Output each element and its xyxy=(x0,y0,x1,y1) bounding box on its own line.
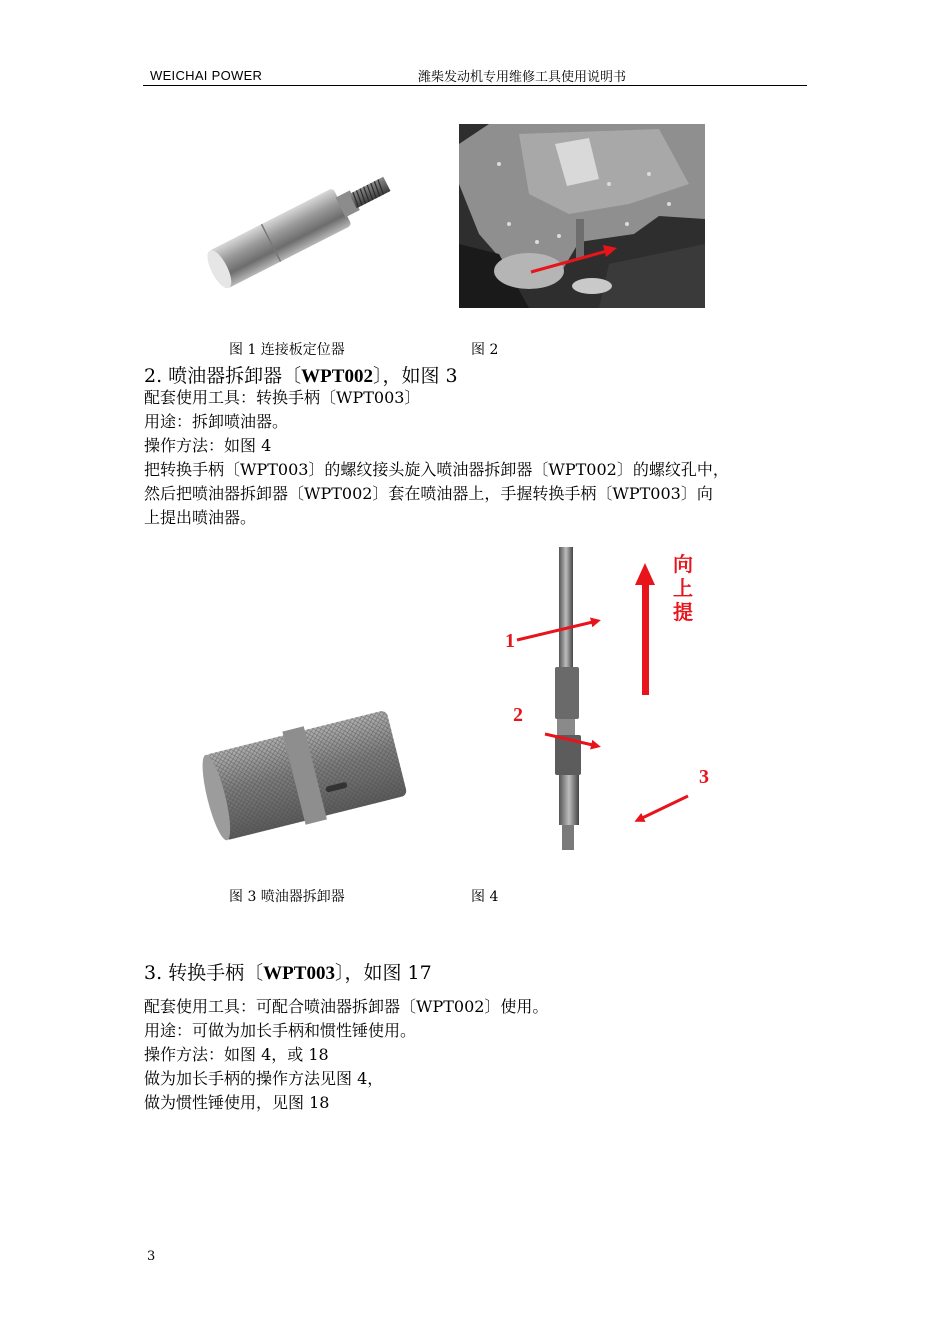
header-rule xyxy=(143,85,807,86)
page-number: 3 xyxy=(147,1249,156,1264)
figure-4-caption: 图 4 xyxy=(471,889,499,905)
figure-4-lift-char-2: 上 xyxy=(673,576,693,600)
section-2-line: 操作方法：如图 4 xyxy=(144,436,272,455)
section-2-heading: 2. 喷油器拆卸器〔WPT002〕，如图 3 xyxy=(144,365,458,387)
figure-4-label-1: 1 xyxy=(505,630,515,652)
section-3-line: 配套使用工具：可配合喷油器拆卸器〔WPT002〕使用。 xyxy=(144,997,549,1016)
section-3-heading: 3. 转换手柄〔WPT003〕，如图 17 xyxy=(144,962,432,984)
section-2-line: 用途：拆卸喷油器。 xyxy=(144,412,289,431)
figure-4-label-3: 3 xyxy=(699,766,709,788)
section-3-line: 做为惯性锤使用，见图 18 xyxy=(144,1093,330,1112)
section-3-line: 操作方法：如图 4，或 18 xyxy=(144,1045,329,1064)
figure-4-lift-char-1: 向 xyxy=(673,552,693,576)
figure-1-locator-photo xyxy=(195,155,405,300)
section-2-line: 把转换手柄〔WPT003〕的螺纹接头旋入喷油器拆卸器〔WPT002〕的螺纹孔中， xyxy=(144,460,729,479)
header-company: WEICHAI POWER xyxy=(150,68,263,83)
section-3-line: 用途：可做为加长手柄和惯性锤使用。 xyxy=(144,1021,417,1040)
figure-3-injector-remover-photo xyxy=(200,678,418,848)
figure-4-label-2: 2 xyxy=(513,704,523,726)
section-2-line: 上提出喷油器。 xyxy=(144,508,257,527)
figure-4-assembly-photo xyxy=(465,545,730,855)
section-2-line: 然后把喷油器拆卸器〔WPT002〕套在喷油器上，手握转换手柄〔WPT003〕向 xyxy=(144,484,713,503)
figure-4-lift-char-3: 提 xyxy=(673,600,693,624)
figure-1-caption: 图 1 连接板定位器 xyxy=(229,342,345,358)
section-2-line: 配套使用工具：转换手柄〔WPT003〕 xyxy=(144,388,421,407)
section-3-body xyxy=(144,995,814,1115)
figure-2-engine-photo xyxy=(459,124,705,308)
section-3-line: 做为加长手柄的操作方法见图 4， xyxy=(144,1069,384,1088)
figure-2-caption: 图 2 xyxy=(471,342,499,358)
header-title: 潍柴发动机专用维修工具使用说明书 xyxy=(418,70,627,85)
figure-3-caption: 图 3 喷油器拆卸器 xyxy=(229,889,345,905)
section-2-body xyxy=(144,386,814,530)
